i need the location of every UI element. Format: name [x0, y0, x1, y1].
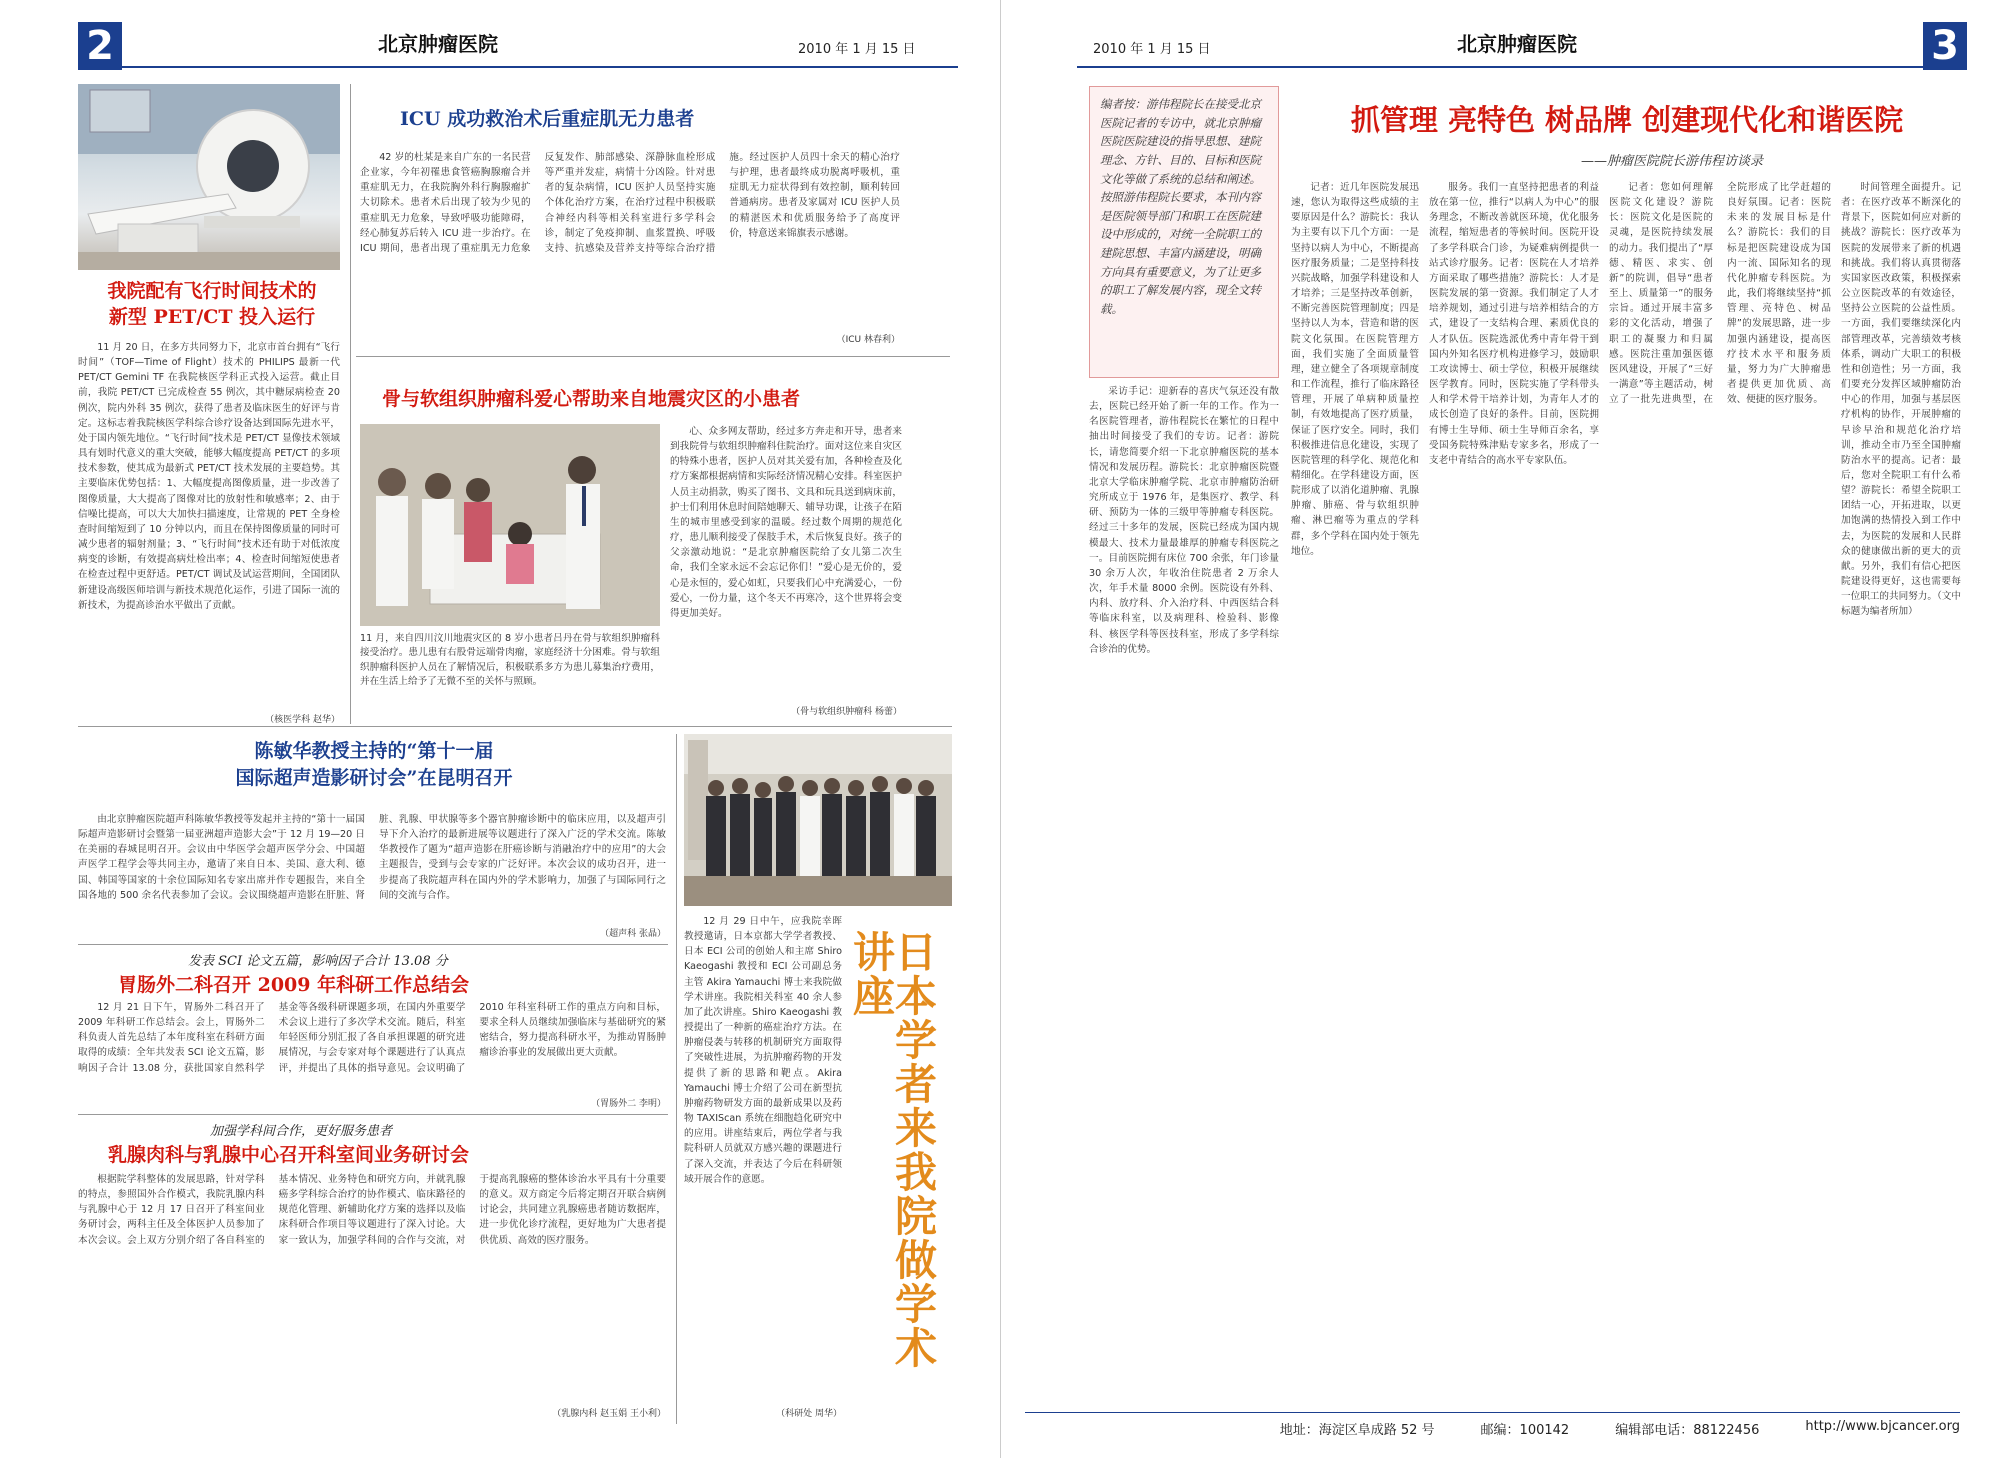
icu-article-body [360, 150, 900, 346]
quake-credit: （骨与软组织肿瘤科 杨蕾） [791, 707, 902, 717]
ultrasound-headline-line2: 国际超声造影研讨会”在昆明召开 [235, 766, 513, 789]
breast-credit: （乳腺内科 赵玉娟 王小利） [552, 1409, 666, 1419]
gi-kicker: 发表 SCI 论文五篇，影响因子合计 13.08 分 [188, 954, 448, 969]
ultrasound-credit: （超声科 张晶） [600, 929, 666, 939]
interview-column-5-text: 时间管理全面提升。记者：在医疗改革不断深化的背景下，医院如何应对新的挑战？游院长：医疗改革为医院的发展带来了新的机遇和挑战。我们将认真贯彻落实国家医改政策，积极探索公立医院改革的有效途径，坚持公立医院的公益性质。一方面，我们要继续深化内部管理改革，完善绩效考核体系，调动广大职工的积极性和创造性；另一方面，我们要充分发挥区域肿瘤防治中心的作用，加强与基层医疗机构的协作，开展肿瘤的早诊早治和规范化治疗培训，推动全市乃至全国肿瘤防治水平的提高。记者：最后，您对全院职工有什么希望？游院长：希望全院职工团结一心，开拓进取，以更加饱满的热情投入到工作中去，为医院的发展和人民群众的健康做出新的更大的贡献。另外，我们有信心把医院建设得更好，这也需要每一位职工的共同努力。（文中标题为编者所加） [1841, 182, 1961, 618]
page-number: 2 [78, 22, 122, 70]
interview-column-4-text: 记者：您如何理解医院文化建设？游院长：医院文化是医院的灵魂，是医院持续发展的动力。我们提出了“厚德、精医、求实、创新”的院训，倡导“患者至上、质量第一”的服务宗旨。通过开展丰富多彩的文化活动，增强了职工的凝聚力和归属感。医院注重加强医德医风建设，开展了“三好一满意”等主题活动，树立了一批先进典型，在全院形成了比学赶超的良好氛围。记者：医院未来的发展目标是什么？游院长：我们的目标是把医院建设成为国内一流、国际知名的现代化肿瘤专科医院。为此，我们将继续坚持“抓管理、亮特色、树品牌”的发展思路，进一步加强内涵建设，提高医疗技术水平和服务质量，努力为广大肿瘤患者提供更加优质、高效、便捷的医疗服务。 [1609, 182, 1831, 406]
japan-group-photo [684, 734, 952, 906]
gi-article-body [78, 1000, 666, 1104]
pet-article-body [78, 340, 340, 720]
ultrasound-article-text: 由北京肿瘤医院超声科陈敏华教授等发起并主持的“第十一届国际超声造影研讨会暨第一届亚洲超声造影大会”于 12 月 19—20 日在美丽的春城昆明召开。会议由中华医学会超声医学分会、中国超声医学工程学会等共同主办，邀请了来自日本、美国、意大利、德国、韩国等国家的十余位国际知名专家出席并作专题报告，来自全国各地的 500 余名代表参加了会议。会议围绕超声造影在肝脏、肾脏、乳腺、甲状腺等多个器官肿瘤诊断中的临床应用，以及超声引导下介入治疗的最新进展等议题进行了深入广泛的学术交流。陈敏华教授作了题为“超声造影在肝癌诊断与消融治疗中的应用”的大会主题报告，受到与会专家的广泛好评。本次会议的成功召开，进一步提高了我院超声科在国内外的学术影响力，加强了与国际同行之间的交流与合作。 [78, 814, 666, 901]
issue-date: 2010 年 1 月 15 日 [798, 42, 916, 57]
gi-article-text: 12 月 21 日下午，胃肠外二科召开了 2009 年科研工作总结会。会上，胃肠外二科负责人首先总结了本年度科室在科研方面取得的成绩：全年共发表 SCI 论文五篇，影响因子合计 13.08 分，获批国家自然科学基金等各级科研课题多项，在国内外重要学术会议上进行了多次学术交流。随后，科室年轻医师分别汇报了各自承担课题的研究进展情况，与会专家对每个课题进行了认真点评，并提出了具体的指导意见。会议明确了 2010 年科室科研工作的重点方向和目标，要求全科人员继续加强临床与基础研究的紧密结合，努力提高科研水平，为推动胃肠肿瘤诊治事业的发展做出更大贡献。 [78, 1002, 666, 1074]
quake-patient-photo [360, 424, 660, 626]
interview-column-3 [1429, 180, 1599, 1386]
japan-article-body [684, 914, 842, 1394]
right-header [1077, 22, 1967, 74]
footer-address: 地址：海淀区阜成路 52 号 [1279, 1423, 1435, 1438]
icu-headline: ICU 成功救治术后重症肌无力患者 [400, 108, 695, 130]
interview-headline: 抓管理 亮特色 树品牌 创建现代化和谐医院 [1350, 103, 1904, 137]
quake-article-text: 心、众多网友帮助，经过多方奔走和开导，患者来到我院骨与软组织肿瘤科住院治疗。面对这位来自灾区的特殊小患者，医护人员对其关爱有加，各种检查及化疗方案都根据病情和实际经济情况精心安排。科室医护人员主动捐款，购买了图书、文具和玩具送到病床前，护士们利用休息时间陪她聊天、辅导功课，让孩子在陌生的城市里感受到家的温暖。经过数个周期的规范化疗，患儿顺利接受了保肢手术，术后恢复良好。孩子的父亲激动地说：“是北京肿瘤医院给了女儿第二次生命，我们全家永远不会忘记你们！”爱心是无价的，爱心是永恒的，爱心如虹，只要我们心中充满爱心，一份爱心，一份力量，这个冬天不再寒冷，这个世界将会变得更加美好。 [670, 426, 902, 619]
icu-credit: （ICU 林春利） [836, 335, 900, 345]
footer-website-link[interactable]: http://www.bjcancer.org [1805, 1419, 1960, 1434]
interview-column-2 [1291, 180, 1419, 1386]
pet-ct-scanner-photo [78, 84, 340, 270]
paper-name: 北京肿瘤医院 [1457, 32, 1577, 56]
editor-note: 编者按：游伟程院长在接受北京医院记者的专访中，就北京肿瘤医院医院建设的指导思想、建院理念、方针、目的、目标和医院文化等做了系统的总结和阐述。按照游伟程院长要求，本刊内容是医院领导部门和职工在医院建设中形成的，对统一全院职工的建院思想、丰富内涵建设，明确方向具有重要意义，为了让更多的职工了解发展内容，现全文转载。 [1089, 86, 1279, 378]
gi-credit: （胃肠外二 李明） [591, 1099, 666, 1109]
ultrasound-headline-line1: 陈敏华教授主持的“第十一届 [254, 740, 494, 762]
interview-column-2-text: 记者：近几年医院发展迅速，您认为取得这些成绩的主要原因是什么？游院长：我认为主要有以下几个方面：一是坚持以病人为中心，不断提高医疗服务质量；二是坚持科技兴院战略，加强学科建设和人才培养；三是坚持改革创新，不断完善医院管理制度；四是坚持以人为本，营造和谐的医院文化氛围。在医院管理方面，我们实施了全面质量管理，建立健全了各项规章制度和工作流程，推行了临床路径管理，开展了单病种质量控制，有效地提高了医疗质量，保证了医疗安全。同时，我们积极推进信息化建设，实现了医院管理的科学化、规范化和精细化。在学科建设方面，医院形成了以消化道肿瘤、乳腺肿瘤、肺癌、骨与软组织肿瘤、淋巴瘤等为重点的学科群，多个学科在国内处于领先地位。 [1291, 182, 1419, 557]
interview-column-1 [1089, 384, 1279, 1386]
ultrasound-headline [96, 738, 652, 792]
breast-article-body [78, 1172, 666, 1412]
right-page [1000, 0, 2000, 1458]
paper-name: 北京肿瘤医院 [378, 32, 498, 56]
interview-column-1-text: 采访手记：迎新春的喜庆气氛还没有散去，医院已经开始了新一年的工作。作为一名医院管理者，游伟程院长在繁忙的日程中抽出时间接受了我们的专访。记者：游院长，请您简要介绍一下北京肿瘤医院的基本情况和发展历程。游院长：北京肿瘤医院暨北京大学临床肿瘤学院、北京市肿瘤防治研究所成立于 1976 年，是集医疗、教学、科研、预防为一体的三级甲等肿瘤专科医院。经过三十多年的发展，医院已经成为国内规模最大、技术力量最雄厚的肿瘤专科医院之一。目前医院拥有床位 700 余张，年门诊量 30 余万人次，年收治住院患者 2 万余人次，年手术量 8000 余例。医院设有外科、内科、放疗科、介入治疗科、中西医结合科等临床科室，以及病理科、检验科、影像科、核医学科等医技科室，形成了多学科综合诊治的优势。 [1089, 386, 1279, 655]
pet-article-text: 11 月 20 日，在多方共同努力下，北京市首台拥有“飞行时间”（TOF—Time of Flight）技术的 PHILIPS 最新一代 PET/CT Gemini TF 在我院核医学科正式投入运营。截止目前，我院 PET/CT 已完成检查 55 例次，其中糖尿病检查 20 例次，院内外科 35 例次，获得了患者及临床医生的好评与肯定。这标志着我院核医学科综合诊疗设备达到国际先进水平，处于国内领先地位。“飞行时间”技术是 PET/CT 显像技术领域具有划时代意义的重大突破，能够大幅度提高 PET/CT 的多项技术参数，使其成为最新式 PET/CT 技术发展的主要趋势。其主要临床优势包括：1、大幅度提高图像质量，进一步改善了图像质量，大大提高了图像对比的放射性和敏感率；2、由于信噪比提高，可以大大加快扫描速度，让常规的 PET 全身检查时间缩短到了 10 分钟以内，而且在保持图像质量的同时可减少患者的辐射剂量；3、“飞行时间”技术还有助于对低浓度病变的诊断，有效提高病灶检出率；4、检查时间缩短使患者在检查过程中更舒适。PET/CT 调试及试运营期间，全国团队新建设高级医师培训与新技术规范化运作，引进了国际一流的新技术，为提高诊治水平做出了贡献。 [78, 342, 340, 611]
quake-article-body [670, 424, 902, 704]
breast-headline: 乳腺肉科与乳腺中心召开科室间业务研讨会 [108, 1144, 470, 1166]
interview-column-4 [1609, 180, 1831, 1386]
interview-column-5 [1841, 180, 1961, 1386]
footer-postcode: 邮编：100142 [1480, 1423, 1570, 1438]
issue-date: 2010 年 1 月 15 日 [1093, 42, 1211, 57]
breast-article-text: 根据院学科整体的发展思路，针对学科的特点，参照国外合作模式，我院乳腺内科与乳腺中心于 12 月 17 日召开了科室间业务研讨会，两科主任及全体医护人员参加了本次会议。会上双方分别介绍了各自科室的基本情况、业务特色和研究方向，并就乳腺癌多学科综合治疗的协作模式、临床路径的规范化管理、新辅助化疗方案的选择以及临床科研合作项目等议题进行了深入讨论。大家一致认为，加强学科间的合作与交流，对于提高乳腺癌的整体诊治水平具有十分重要的意义。双方商定今后将定期召开联合病例讨论会，共同建立乳腺癌患者随访数据库，进一步优化诊疗流程，更好地为广大患者提供优质、高效的医疗服务。 [78, 1174, 666, 1246]
interview-subhead: ——肿瘤医院院长游伟程访谈录 [1581, 154, 1764, 169]
pet-credit: （核医学科 赵华） [265, 715, 340, 725]
ultrasound-article-body [78, 812, 666, 938]
left-header [78, 22, 958, 74]
breast-kicker: 加强学科间合作，更好服务患者 [210, 1124, 393, 1139]
pet-headline [84, 278, 340, 330]
page-footer [1025, 1412, 1960, 1438]
pet-headline-line1: 我院配有飞行时间技术的 [107, 280, 317, 302]
japan-vertical-headline: 日本学者来我院做学术讲座 [847, 930, 938, 1370]
quake-headline: 骨与软组织肿瘤科爱心帮助来自地震灾区的小患者 [382, 388, 801, 410]
interview-column-3-text: 服务。我们一直坚持把患者的利益放在第一位，推行“以病人为中心”的服务理念，不断改善就医环境，优化服务流程，缩短患者的等候时间。医院开设了多学科联合门诊，为疑难病例提供一站式诊疗服务。记者：医院在人才培养方面采取了哪些措施？游院长：人才是医院发展的第一资源。我们制定了人才培养规划，通过引进与培养相结合的方式，建设了一支结构合理、素质优良的人才队伍。医院选派优秀中青年骨干到国内外知名医疗机构进修学习，鼓励职工攻读博士、硕士学位，积极开展继续医学教育。同时，医院实施了学科带头人和学术骨干培养计划，为青年人才的成长创造了良好的条件。目前，医院拥有博士生导师、硕士生导师百余名，享受国务院特殊津贴专家多名，形成了一支老中青结合的高水平专家队伍。 [1429, 182, 1599, 466]
gi-headline: 胃肠外二科召开 2009 年科研工作总结会 [118, 974, 470, 996]
japan-article-text: 12 月 29 日中午，应我院幸晖教授邀请，日本京都大学学者教授、日本 ECI 公司的创始人和主席 Shiro Kaeogashi 教授和 ECI 公司副总务主管 Akira Yamauchi 博士来我院做学术讲座。我院相关科室 40 余人参加了此次讲座。Shiro Kaeogashi 教授提出了一种新的癌症治疗方法。在肿瘤侵袭与转移的机制研究方面取得了突破性进展，为抗肿瘤药物的开发提供了新的思路和靶点。Akira Yamauchi 博士介绍了公司在新型抗肿瘤药物研发方面的最新成果以及药物 TAXIScan 系统在细胞趋化研究中的应用。讲座结束后，两位学者与我院科研人员就双方感兴趣的课题进行了深入交流，并表达了今后在科研领域开展合作的意愿。 [684, 916, 842, 1185]
footer-phone: 编辑部电话：88122456 [1615, 1423, 1760, 1438]
page-number: 3 [1923, 22, 1967, 70]
quake-photo-caption: 11 月，来自四川汶川地震灾区的 8 岁小患者吕丹在骨与软组织肿瘤科接受治疗。患儿患有右股骨远端骨肉瘤，家庭经济十分困难。骨与软组织肿瘤科医护人员在了解情况后，积极联系多方为患儿募集治疗费用，并在生活上给予了无微不至的关怀与照顾。 [360, 633, 660, 688]
pet-headline-line2: 新型 PET/CT 投入运行 [108, 306, 316, 329]
japan-credit: （科研处 周华） [776, 1409, 842, 1419]
icu-article-text: 42 岁的杜某是来自广东的一名民营企业家，今年初罹患食管癌胸腺瘤合并重症肌无力，在我院胸外科行胸腺瘤扩大切除术。患者术后出现了较为少见的重症肌无力危象，导致呼吸功能障碍，经心肺复苏后转入 ICU 进一步治疗。在 ICU 期间，患者出现了重症肌无力危象反复发作、肺部感染、深静脉血栓形成等严重并发症，病情十分凶险。针对患者的复杂病情，ICU 医护人员坚持实施个体化治疗方案，在治疗过程中积极联合神经内科等相关科室进行多学科会诊，制定了免疫抑制、血浆置换、呼吸支持、抗感染及营养支持等综合治疗措施。经过医护人员四十余天的精心治疗与护理，患者最终成功脱离呼吸机，重症肌无力症状得到有效控制，顺利转回普通病房。患者及家属对 ICU 医护人员的精湛医术和优质服务给予了高度评价，特意送来锦旗表示感谢。 [360, 152, 900, 254]
